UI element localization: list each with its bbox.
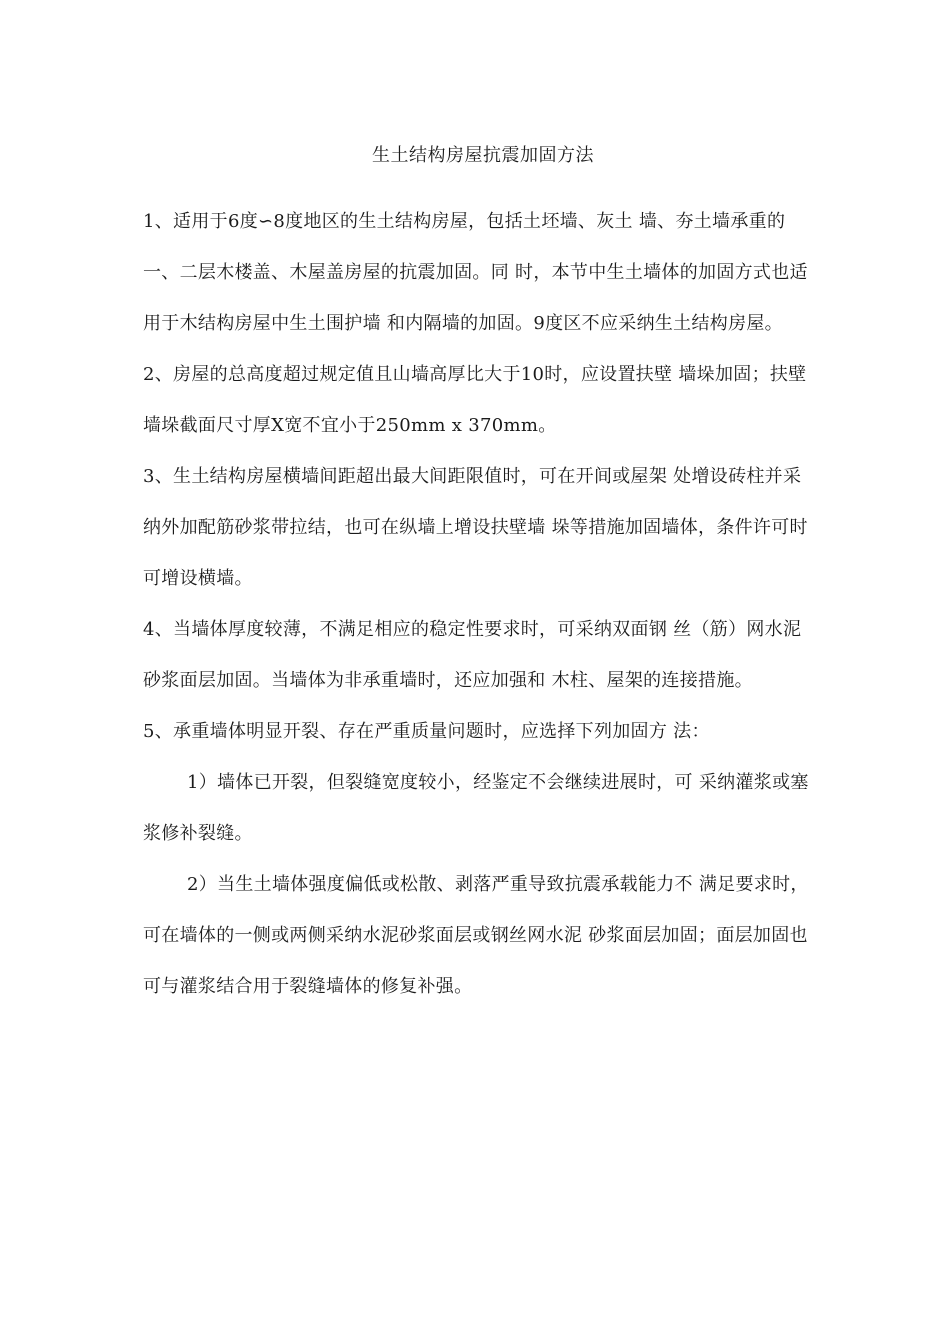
document-body [143,196,813,1012]
paragraph-5-item-2: 2）当生土墙体强度偏低或松散、剥落严重导致抗震承载能力不 满足要求时，可在墙体的一侧或两侧采纳水泥砂浆面层或钢丝网水泥 砂浆面层加固；面层加固也可与灌浆结合用于裂缝墙体的修复补强。 [143,874,809,997]
paragraph-1: 1、适用于6度∽8度地区的生土结构房屋，包括土坯墙、灰土 墙、夯土墙承重的一、二层木楼盖、木屋盖房屋的抗震加固。同 时，本节中生土墙体的加固方式也适用于木结构房屋中生土围护墙 和内隔墙的加固。9度区不应采纳生土结构房屋。 [143,211,808,334]
paragraph-5: 5、承重墙体明显开裂、存在严重质量问题时，应选择下列加固方 法： [143,721,710,742]
paragraph-3: 3、生土结构房屋横墙间距超出最大间距限值时，可在开间或屋架 处增设砖柱并采纳外加配筋砂浆带拉结，也可在纵墙上增设扶壁墙 垛等措施加固墙体，条件许可时可增设横墙。 [143,466,808,589]
paragraph-2: 2、房屋的总高度超过规定值且山墙高厚比大于10时，应设置扶壁 墙垛加固；扶壁墙垛截面尺寸厚X宽不宜小于250mm x 370mm。 [143,364,807,436]
paragraph-4: 4、当墙体厚度较薄，不满足相应的稳定性要求时，可采纳双面钢 丝（筋）网水泥砂浆面层加固。当墙体为非承重墙时，还应加强和 木柱、屋架的连接措施。 [143,619,802,691]
document-title: 生土结构房屋抗震加固方法 [372,145,594,166]
paragraph-5-item-1: 1）墙体已开裂，但裂缝宽度较小，经鉴定不会继续进展时，可 采纳灌浆或塞浆修补裂缝。 [143,772,809,844]
